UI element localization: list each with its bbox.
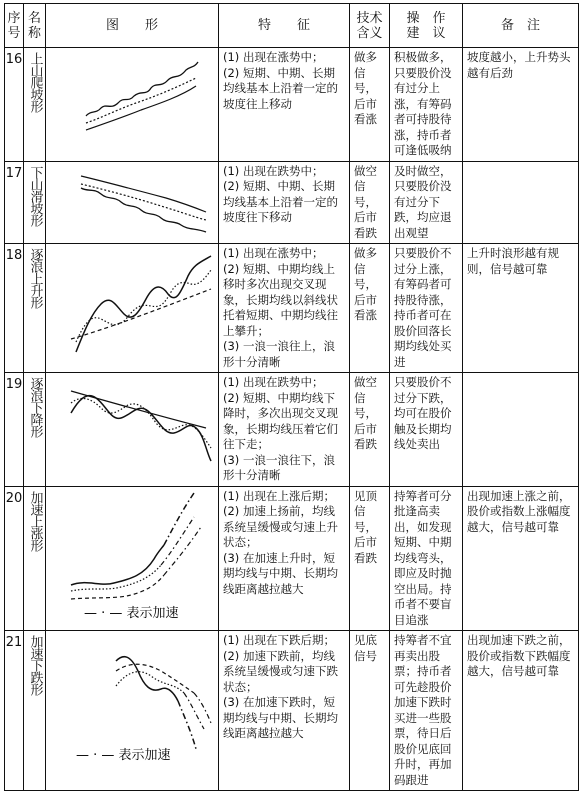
row-feature: (1) 出现在跌势中； (2) 短期、中期、长期均线基本上沿着一定的坡度往下移动: [219, 161, 350, 244]
row-tech: 做多信号，后市看涨: [350, 48, 390, 162]
row-num: 21: [5, 631, 24, 791]
row-note: [463, 161, 579, 244]
accelerating-rise-pattern-figure: [46, 487, 217, 625]
row-note: 出现加速上涨之前，股价或指数上涨幅度越大，信号越可靠: [463, 486, 579, 631]
row-advice: 只要股价不过分上涨，有筹码者可持股待涨，持币者可在股价回落长期均线处买进: [390, 244, 463, 373]
header-note: 备 注: [463, 4, 579, 48]
wave-rise-pattern-figure: [46, 244, 217, 368]
row-feature: (1) 出现在跌势中； (2) 短期、中期均线下降时，多次出现交叉现象，长期均线压着它们往下走； (3) 一浪一浪往下，浪形十分清晰: [219, 373, 350, 487]
row-figure: [46, 486, 219, 631]
row-advice: 及时做空，只要股价没有过分下跌，均应退出观望: [390, 161, 463, 244]
row-name: 下山滑坡形: [24, 161, 46, 244]
table-row: [5, 486, 579, 631]
header-advice: 操 作 建 议: [390, 4, 463, 48]
row-advice: 持筹者可分批逢高卖出，如发现短期、中期均线弯头，即应及时抛空出局。持币者不要盲目追涨: [390, 486, 463, 631]
row-name: 逐浪下降形: [24, 373, 46, 487]
row-num: 20: [5, 486, 24, 631]
table-row: [5, 48, 579, 162]
row-feature: (1) 出现在涨势中； (2) 短期、中期、长期均线基本上沿着一定的坡度往上移动: [219, 48, 350, 162]
row-figure: [46, 631, 219, 791]
table-row: [5, 161, 579, 244]
row-feature: (1) 出现在上涨后期； (2) 加速上扬前，均线系统呈缓慢或匀速上升状态； (3) 在加速上升时，短期均线与中期、长期均线距离越拉越大: [219, 486, 350, 631]
row-num: 18: [5, 244, 24, 373]
accelerating-fall-pattern-figure: [46, 631, 217, 784]
row-feature: (1) 出现在下跌后期； (2) 加速下跌前，均线系统呈缓慢或匀速下跌状态； (3) 在加速下跌时，短期均线与中期、长期均线距离越拉越大: [219, 631, 350, 791]
row-num: 16: [5, 48, 24, 162]
row-tech: 见底信号: [350, 631, 390, 791]
row-name: 加速下跌形: [24, 631, 46, 791]
header-row: [5, 4, 579, 48]
row-tech: 做多信号，后市看涨: [350, 244, 390, 373]
wave-decline-pattern-figure: [46, 373, 217, 474]
table-row: [5, 244, 579, 373]
row-figure: [46, 161, 219, 244]
accelerate-legend: — · — 表示加速: [84, 605, 179, 621]
row-figure: [46, 48, 219, 162]
row-num: 17: [5, 161, 24, 244]
row-note: [463, 373, 579, 487]
row-note: 出现加速下跌之前，股价或指数下跌幅度越大，信号越可靠: [463, 631, 579, 791]
row-advice: 积极做多，只要股价没有过分上涨，有筹码者可持股待涨，持币者可逢低吸纳: [390, 48, 463, 162]
row-advice: 持筹者不宜再卖出股票；持币者可先趁股价加速下跌时买进一些股票，待日后股价见底回升时，再加码跟进: [390, 631, 463, 791]
row-tech: 做空信号，后市看跌: [350, 161, 390, 244]
header-num: 序号: [5, 4, 24, 48]
ma-pattern-table: [4, 3, 579, 791]
row-feature: (1) 出现在涨势中； (2) 短期、中期均线上移时多次出现交叉现象，长期均线以斜线状托着短期、中期均线往上攀升； (3) 一浪一浪往上，浪形十分清晰: [219, 244, 350, 373]
header-name: 名称: [24, 4, 46, 48]
row-figure: [46, 244, 219, 373]
row-name: 逐浪上升形: [24, 244, 46, 373]
table-row: [5, 631, 579, 791]
accelerate-legend: — · — 表示加速: [76, 748, 171, 763]
row-name: 上山爬坡形: [24, 48, 46, 162]
row-note: 上升时浪形越有规则，信号越可靠: [463, 244, 579, 373]
row-name: 加速上涨形: [24, 486, 46, 631]
header-tech: 技术含义: [350, 4, 390, 48]
row-tech: 见顶信号，后市看跌: [350, 486, 390, 631]
uphill-pattern-figure: [46, 48, 217, 152]
row-note: 坡度越小，上升势头越有后劲: [463, 48, 579, 162]
table-row: [5, 373, 579, 487]
row-num: 19: [5, 373, 24, 487]
row-figure: [46, 373, 219, 487]
row-tech: 做空信号，后市看跌: [350, 373, 390, 487]
downhill-pattern-figure: [46, 162, 217, 242]
row-advice: 只要股价不过分下跌，均可在股价触及长期均线处卖出: [390, 373, 463, 487]
header-figure: 图 形: [46, 4, 219, 48]
ma-pattern-table-sheet: [4, 3, 578, 787]
header-feature: 特 征: [219, 4, 350, 48]
